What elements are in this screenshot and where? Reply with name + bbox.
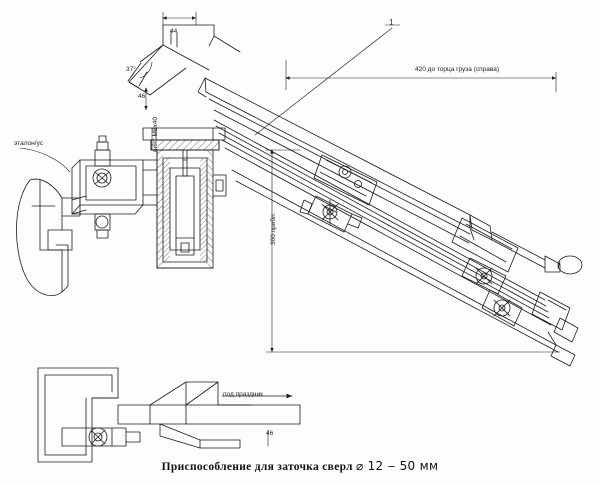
grinding-wheel-guard [16,179,80,296]
caption-text: Приспособление для заточка сверл [161,461,353,473]
dim-300: 300 прибл. [270,212,277,245]
dimension-lines [20,12,560,352]
left-bracket [72,136,157,238]
leader-label-1: 1 [389,18,394,27]
dim-top-44: 44 [170,28,178,35]
right-end-block [532,292,578,342]
figure-caption [0,459,600,473]
angle-37: 37° [126,66,136,73]
bottom-view [38,368,300,462]
label-vint: винт М8х40 [152,117,159,152]
guide-rails [214,120,551,325]
middle-carriage [300,155,377,232]
label-po-prazdn: под праздник [223,391,263,398]
caption-diameter: ⌀ 12 ‒ 50 мм [355,459,439,473]
right-carriage [452,218,522,326]
right-end-handle [470,215,582,274]
dim-bottom-46: 46 [266,430,274,437]
lower-body-edge [232,170,558,352]
label-etalon: эталон/ус [14,140,43,147]
dim-420: 420 до торца груза (справа) [415,66,500,73]
dim-left-46: 46 [138,93,146,100]
